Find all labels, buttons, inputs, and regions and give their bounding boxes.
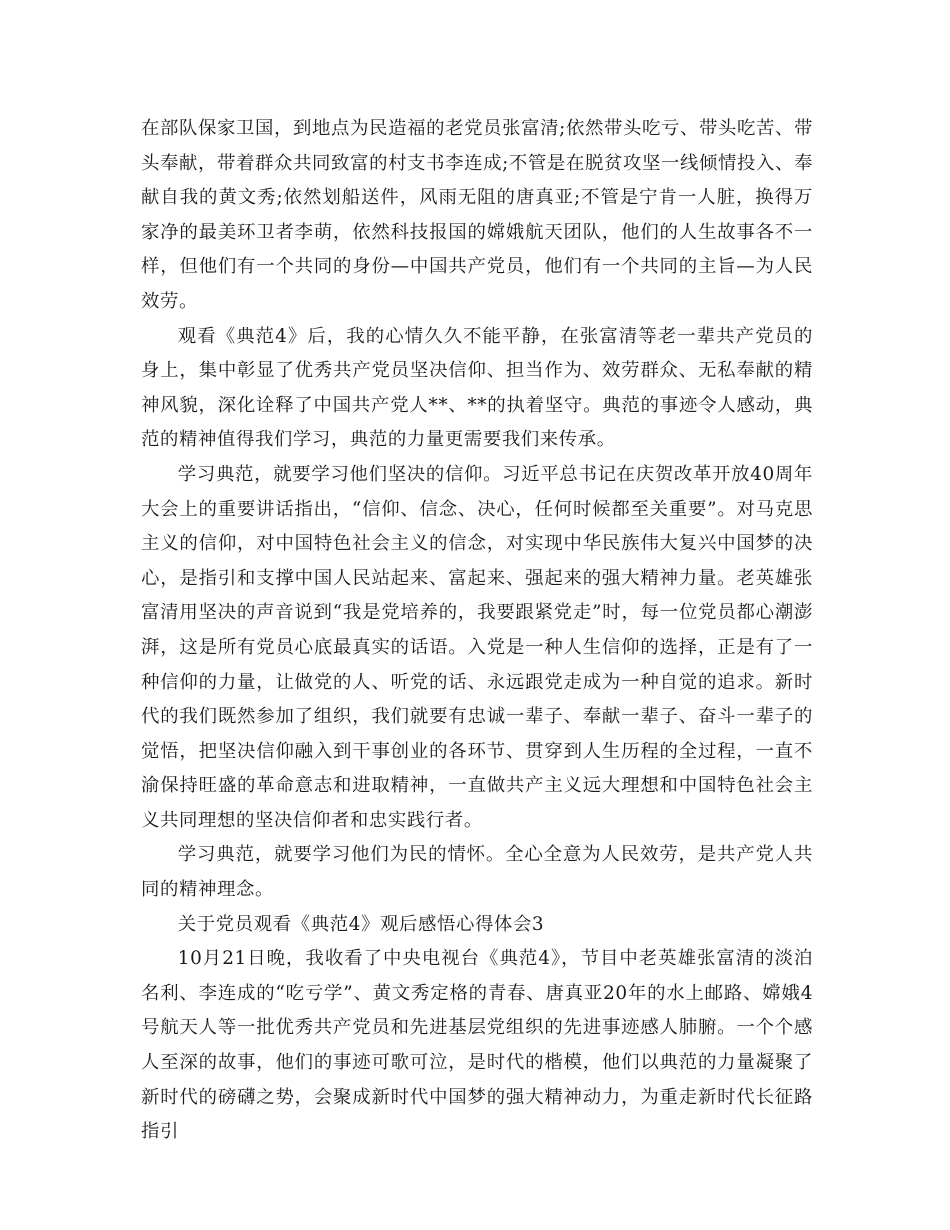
section-heading: 关于党员观看《典范4》观后感悟心得体会3 <box>177 913 545 935</box>
paragraph-reflection: 观看《典范4》后，我的心情久久不能平静，在张富清等老一辈共产党员的身上，集中彰显了优秀共产党员坚决信仰、担当作为、效劳群众、无私奉献的精神风貌，深化诠释了中国共产党人**、**的执着坚守。典范的事迹令人感动，典范的精神值得我们学习，典范的力量更需要我们来传承。 <box>141 325 813 451</box>
paragraph-faith: 学习典范，就要学习他们坚决的信仰。习近平总书记在庆贺改革开放40周年大会上的重要讲话指出，“信仰、信念、决心，任何时候都至关重要”。对马克思主义的信仰，对中国特色社会主义的信念，对实现中华民族伟大复兴中国梦的决心，是指引和支撑中国人民站起来、富起来、强起来的强大精神力量。老英雄张富清用坚决的声音说到“我是党培养的，我要跟紧党走”时，每一位党员都心潮澎湃，这是所有党员心底最真实的话语。入党是一种人生信仰的选择，正是有了一种信仰的力量，让做党的人、听党的话、永远跟党走成为一种自觉的追求。新时代的我们既然参加了组织，我们就要有忠诚一辈子、奉献一辈子、奋斗一辈子的觉悟，把坚决信仰融入到干事创业的各环节、贯穿到人生历程的全过程，一直不渝保持旺盛的革命意志和进取精神，一直做共产主义远大理想和中国特色社会主义共同理想的坚决信仰者和忠实践行者。 <box>141 463 813 831</box>
paragraph-people: 学习典范，就要学习他们为民的情怀。全心全意为人民效劳，是共产党人共同的精神理念。 <box>141 844 813 901</box>
document-page <box>141 112 813 1150</box>
paragraph-continuation: 在部队保家卫国，到地点为民造福的老党员张富清;依然带头吃亏、带头吃苦、带头奉献，带着群众共同致富的村支书李连成;不管是在脱贫攻坚一线倾情投入、奉献自我的黄文秀;依然划船送件，风雨无阻的唐真亚;不管是宁肯一人脏，换得万家净的最美环卫者李萌，依然科技报国的嫦娥航天团队，他们的人生故事各不一样，但他们有一个共同的身份—中国共产党员，他们有一个共同的主旨—为人民效劳。 <box>141 118 813 312</box>
paragraph-broadcast: 10月21日晚，我收看了中央电视台《典范4》，节目中老英雄张富清的淡泊名利、李连成的“吃亏学”、黄文秀定格的青春、唐真亚20年的水上邮路、嫦娥4号航天人等一批优秀共产党员和先进基层党组织的先进事迹感人肺腑。一个个感人至深的故事，他们的事迹可歌可泣，是时代的楷模，他们以典范的力量凝聚了新时代的磅礴之势，会聚成新时代中国梦的强大精神动力，为重走新时代长征路指引 <box>141 948 813 1143</box>
